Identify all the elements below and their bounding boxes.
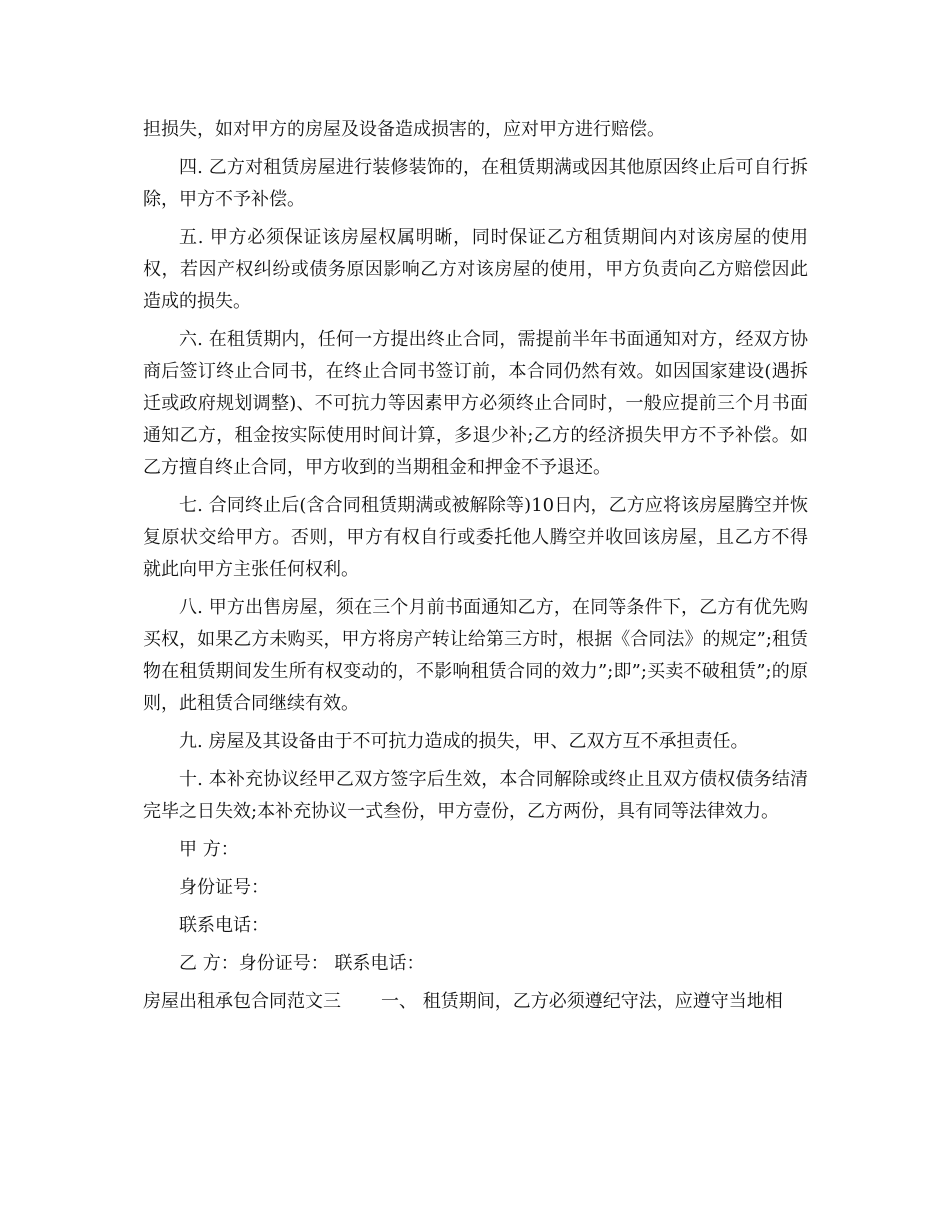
next-section-text: 一、 租赁期间，乙方必须遵纪守法，应遵守当地相 — [381, 991, 783, 1012]
signature-id-number: 身份证号： — [179, 877, 269, 898]
paragraph-continuation: 担损失，如对甲方的房屋及设备造成损害的，应对甲方进行赔偿。 — [143, 119, 665, 140]
paragraph-clause-5: 五. 甲方必须保证该房屋权属明晰，同时保证乙方租赁期间内对该房屋的使用权，若因产权纠纷或债务原因影响乙方对该房屋的使用，甲方负责向乙方赔偿因此造成的损失。 — [143, 227, 808, 312]
document-body — [143, 114, 808, 1018]
next-section-line — [143, 986, 808, 1018]
paragraph-clause-9: 九. 房屋及其设备由于不可抗力造成的损失，甲、乙双方互不承担责任。 — [179, 731, 749, 752]
next-section-title: 房屋出租承包合同范文三 — [143, 991, 341, 1012]
paragraph-clause-8: 八. 甲方出售房屋，须在三个月前书面通知乙方，在同等条件下，乙方有优先购买权，如果乙方未购买，甲方将房产转让给第三方时，根据《合同法》的规定”;租赁物在租赁期间发生所有权变动的，不影响租赁合同的效力”;即”;买卖不破租赁”;的原则，此租赁合同继续有效。 — [143, 597, 808, 714]
signature-party-b: 乙 方：身份证号： 联系电话： — [179, 953, 425, 974]
paragraph-clause-7: 七. 合同终止后(含合同租赁期满或被解除等)10日内，乙方应将该房屋腾空并恢复原状交给甲方。否则，甲方有权自行或委托他人腾空并收回该房屋，且乙方不得就此向甲方主张任何权利。 — [143, 495, 808, 580]
paragraph-clause-10: 十. 本补充协议经甲乙双方签字后生效，本合同解除或终止且双方债权债务结清完毕之日失效;本补充协议一式叁份，甲方壹份，乙方两份，具有同等法律效力。 — [143, 769, 808, 822]
signature-party-a: 甲 方： — [179, 839, 239, 860]
paragraph-clause-4: 四. 乙方对租赁房屋进行装修装饰的，在租赁期满或因其他原因终止后可自行拆除，甲方不予补偿。 — [143, 157, 808, 210]
signature-phone: 联系电话： — [179, 915, 269, 936]
paragraph-clause-6: 六. 在租赁期内，任何一方提出终止合同，需提前半年书面通知对方，经双方协商后签订终止合同书，在终止合同书签订前，本合同仍然有效。如因国家建设(遇拆迁或政府规划调整)、不可抗力等因素甲方必须终止合同时，一般应提前三个月书面通知乙方，租金按实际使用时间计算，多退少补;乙方的经济损失甲方不予补偿。如乙方擅自终止合同，甲方收到的当期租金和押金不予退还。 — [143, 329, 808, 478]
